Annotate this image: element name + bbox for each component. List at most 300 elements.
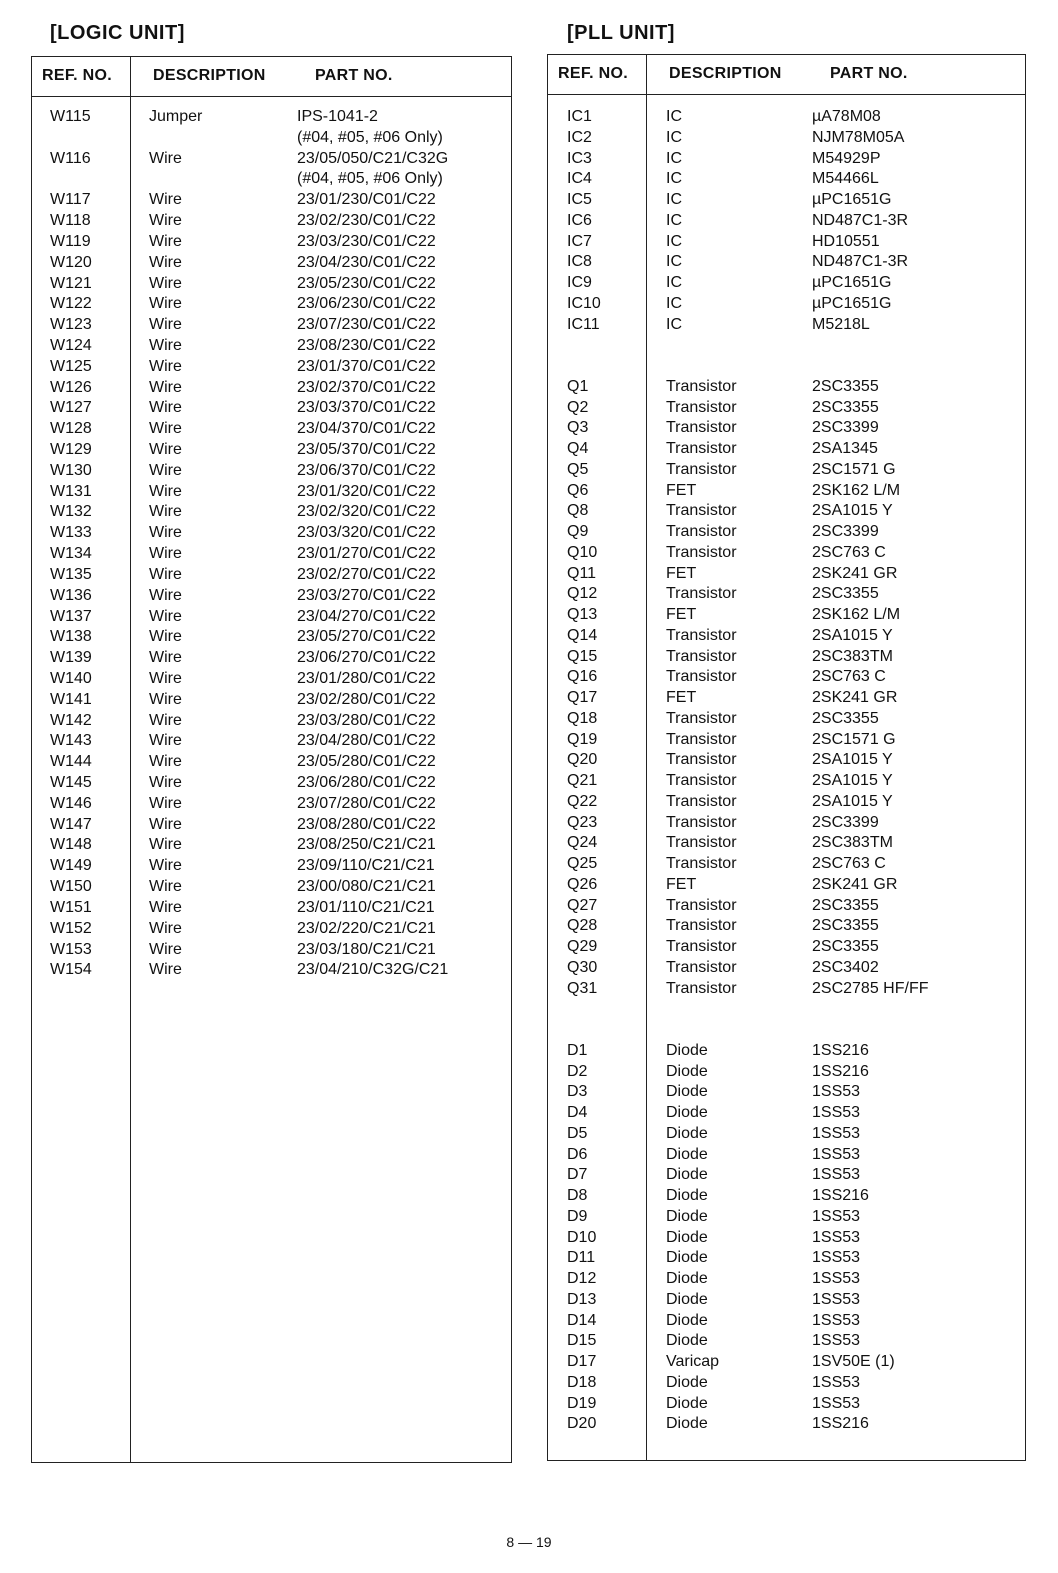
pll-table-row — [548, 688, 1025, 709]
logic-cell-part: 23/01/280/C01/C22 — [297, 669, 436, 687]
pll-cell-desc: IC — [666, 211, 682, 229]
logic-table-row — [32, 960, 511, 981]
pll-table-row — [548, 1352, 1025, 1373]
logic-cell-desc: Wire — [149, 940, 182, 958]
pll-cell-ref: IC9 — [567, 274, 592, 291]
pll-cell-ref: Q8 — [567, 502, 589, 520]
logic-cell-desc: Wire — [149, 919, 182, 937]
pll-header-ref: REF. NO. — [558, 65, 628, 82]
logic-table-row — [32, 940, 511, 961]
logic-table-row — [32, 107, 511, 128]
logic-table-row — [32, 898, 511, 919]
logic-cell-desc: Wire — [149, 461, 182, 479]
pll-cell-ref: D11 — [567, 1249, 596, 1267]
pll-cell-ref: Q23 — [567, 813, 598, 831]
pll-cell-part: 2SC3355 — [812, 398, 879, 416]
pll-cell-desc: IC — [666, 232, 682, 250]
logic-cell-part: 23/05/230/C01/C22 — [297, 274, 436, 292]
logic-cell-ref: W128 — [50, 420, 92, 438]
logic-cell-ref: W120 — [50, 253, 92, 271]
logic-cell-ref: W153 — [50, 940, 92, 958]
pll-table-row — [548, 1394, 1025, 1415]
logic-table-row — [32, 544, 511, 565]
pll-unit-table — [547, 54, 1026, 1461]
pll-cell-ref: Q19 — [567, 730, 598, 748]
pll-cell-desc: FET — [666, 606, 697, 623]
pll-cell-part: 2SC383TM — [812, 647, 893, 665]
pll-cell-part: 2SC3355 — [812, 709, 879, 727]
logic-cell-part: 23/03/280/C01/C22 — [297, 711, 436, 729]
pll-cell-ref: Q26 — [567, 875, 598, 893]
logic-table-row — [32, 627, 511, 648]
pll-cell-desc: Diode — [666, 1104, 708, 1121]
pll-table-row — [548, 1228, 1025, 1249]
pll-cell-ref: Q21 — [567, 772, 598, 789]
pll-table-header — [548, 55, 1025, 95]
logic-cell-desc: Wire — [149, 357, 182, 375]
pll-table-row — [548, 439, 1025, 460]
logic-cell-part: 23/06/270/C01/C22 — [297, 649, 436, 667]
logic-cell-ref: W152 — [50, 919, 92, 937]
pll-table-row — [548, 1062, 1025, 1083]
pll-cell-part: µA78M08 — [812, 108, 881, 125]
logic-cell-ref: W121 — [50, 274, 92, 292]
pll-cell-desc: Diode — [666, 1207, 708, 1225]
pll-cell-desc: Diode — [666, 1290, 708, 1308]
pll-cell-ref: D13 — [567, 1290, 597, 1308]
pll-cell-desc: IC — [666, 128, 682, 146]
logic-cell-desc: Wire — [149, 524, 182, 542]
logic-rows — [32, 107, 511, 981]
pll-cell-part: µPC1651G — [812, 274, 892, 291]
pll-cell-ref: Q5 — [567, 460, 589, 478]
pll-table-row — [548, 1082, 1025, 1103]
logic-cell-desc: Wire — [149, 878, 182, 896]
pll-cell-desc: Transistor — [666, 813, 737, 831]
pll-cell-desc: Transistor — [666, 668, 737, 686]
pll-table-row — [548, 833, 1025, 854]
logic-cell-part: 23/06/280/C01/C22 — [297, 774, 436, 791]
pll-cell-part: 2SA1345 — [812, 440, 878, 457]
logic-cell-desc: Wire — [149, 191, 182, 209]
pll-table-row — [548, 979, 1025, 1000]
logic-cell-desc: Wire — [149, 295, 182, 313]
pll-table-row — [548, 667, 1025, 688]
pll-cell-desc: Diode — [666, 1124, 708, 1142]
logic-unit-table — [31, 56, 512, 1463]
pll-cell-ref: D8 — [567, 1187, 588, 1204]
pll-table-row — [548, 1373, 1025, 1394]
logic-cell-ref: W115 — [50, 108, 91, 125]
pll-cell-ref: D6 — [567, 1145, 588, 1163]
logic-table-row — [32, 294, 511, 315]
pll-cell-part: ND487C1-3R — [812, 211, 909, 229]
logic-cell-ref: W136 — [50, 586, 92, 604]
logic-table-row — [32, 815, 511, 836]
pll-cell-part: 2SC2785 HF/FF — [812, 979, 929, 997]
logic-cell-ref: W122 — [50, 295, 92, 313]
pll-table-row — [548, 232, 1025, 253]
pll-cell-part: 2SC763 C — [812, 668, 886, 686]
pll-table-row — [548, 1331, 1025, 1352]
logic-table-row — [32, 565, 511, 586]
pll-cell-desc: FET — [666, 481, 697, 499]
logic-table-row — [32, 502, 511, 523]
pll-cell-desc: Transistor — [666, 855, 737, 872]
logic-cell-desc: Wire — [149, 711, 182, 729]
logic-table-row — [32, 773, 511, 794]
logic-header-ref: REF. NO. — [42, 67, 112, 84]
logic-cell-ref: W117 — [50, 191, 91, 209]
logic-cell-part: 23/03/320/C01/C22 — [297, 524, 436, 542]
logic-cell-ref: W145 — [50, 774, 92, 791]
pll-table-row — [548, 709, 1025, 730]
logic-header-desc: DESCRIPTION — [153, 67, 266, 84]
pll-cell-part: 1SS53 — [812, 1145, 861, 1163]
logic-cell-part: 23/02/370/C01/C22 — [297, 378, 436, 396]
pll-cell-part: 1SS53 — [812, 1083, 861, 1101]
logic-cell-desc: Wire — [149, 898, 182, 916]
logic-cell-desc: Wire — [149, 753, 182, 771]
pll-cell-ref: Q22 — [567, 792, 598, 810]
pll-cell-part: 1SS53 — [812, 1166, 861, 1184]
logic-cell-desc: Wire — [149, 545, 182, 563]
logic-cell-desc: Wire — [149, 836, 182, 854]
logic-cell-ref: W116 — [50, 149, 91, 167]
pll-cell-ref: IC4 — [567, 170, 592, 188]
pll-cell-ref: D20 — [567, 1415, 597, 1433]
pll-table-row — [548, 522, 1025, 543]
pll-cell-ref: D19 — [567, 1394, 597, 1412]
pll-table-row — [548, 1165, 1025, 1186]
logic-cell-part: 23/09/110/C21/C21 — [297, 857, 435, 875]
pll-cell-desc: Transistor — [666, 440, 737, 457]
logic-cell-desc: Wire — [149, 649, 182, 667]
pll-table-row — [548, 750, 1025, 771]
logic-cell-desc: Wire — [149, 607, 182, 625]
pll-cell-desc: Transistor — [666, 772, 737, 789]
pll-cell-desc: Transistor — [666, 917, 737, 935]
pll-table-row — [548, 647, 1025, 668]
pll-cell-part: 2SC3402 — [812, 958, 879, 976]
pll-cell-ref: IC3 — [567, 149, 592, 167]
logic-table-row — [32, 419, 511, 440]
logic-table-row — [32, 607, 511, 628]
logic-cell-part: 23/02/320/C01/C22 — [297, 503, 436, 521]
pll-cell-ref: Q10 — [567, 543, 598, 561]
pll-cell-part: 2SA1015 Y — [812, 626, 893, 644]
pll-table-row — [548, 398, 1025, 419]
logic-table-row — [32, 731, 511, 752]
pll-cell-desc: Transistor — [666, 585, 737, 603]
pll-cell-ref: D3 — [567, 1083, 588, 1101]
pll-cell-ref: IC1 — [567, 108, 592, 125]
pll-cell-desc: Transistor — [666, 419, 737, 437]
pll-table-row — [548, 1269, 1025, 1290]
pll-cell-desc: Diode — [666, 1166, 708, 1184]
pll-cell-part: 1SS53 — [812, 1207, 861, 1225]
logic-cell-part: 23/08/230/C01/C22 — [297, 336, 436, 354]
pll-cell-desc: Transistor — [666, 626, 737, 644]
pll-table-row — [548, 190, 1025, 211]
pll-cell-desc: Varicap — [666, 1353, 720, 1370]
pll-table-row — [548, 875, 1025, 896]
logic-cell-ref: W144 — [50, 753, 92, 771]
logic-cell-ref: W149 — [50, 857, 92, 875]
logic-cell-desc: Wire — [149, 857, 182, 875]
pll-table-row — [548, 999, 1025, 1020]
logic-cell-part: 23/02/280/C01/C22 — [297, 690, 436, 708]
logic-cell-part: 23/01/270/C01/C22 — [297, 545, 436, 563]
logic-cell-desc: Wire — [149, 669, 182, 687]
logic-cell-desc: Wire — [149, 253, 182, 271]
pll-cell-ref: D7 — [567, 1166, 588, 1184]
pll-cell-ref: Q29 — [567, 938, 598, 955]
pll-cell-part: 1SS53 — [812, 1332, 861, 1350]
pll-cell-part: 1SS53 — [812, 1104, 861, 1121]
logic-cell-ref: W132 — [50, 503, 92, 521]
pll-cell-part: 1SV50E (1) — [812, 1353, 895, 1370]
logic-cell-part: 23/03/230/C01/C22 — [297, 232, 436, 250]
pll-table-row — [548, 128, 1025, 149]
logic-table-row — [32, 461, 511, 482]
pll-cell-ref: Q18 — [567, 709, 598, 727]
pll-cell-desc: IC — [666, 108, 682, 125]
pll-cell-desc: Transistor — [666, 398, 737, 416]
logic-cell-ref: W123 — [50, 316, 92, 334]
pll-cell-ref: Q2 — [567, 398, 589, 416]
logic-cell-part: 23/01/110/C21/C21 — [297, 898, 435, 916]
pll-cell-desc: IC — [666, 294, 682, 312]
logic-table-row — [32, 919, 511, 940]
pll-cell-desc: Transistor — [666, 647, 737, 665]
pll-cell-ref: Q25 — [567, 855, 598, 872]
pll-cell-part: 2SK241 GR — [812, 875, 898, 893]
logic-cell-ref: W148 — [50, 836, 92, 854]
logic-table-row — [32, 752, 511, 773]
pll-table-row — [548, 771, 1025, 792]
pll-cell-part: 2SK162 L/M — [812, 481, 901, 499]
logic-cell-part: 23/04/210/C32G/C21 — [297, 961, 449, 979]
pll-cell-desc: Transistor — [666, 834, 737, 852]
pll-cell-part: 1SS53 — [812, 1373, 861, 1391]
pll-table-row — [548, 1041, 1025, 1062]
logic-cell-desc: Wire — [149, 690, 182, 708]
logic-cell-ref: W135 — [50, 565, 92, 583]
pll-cell-ref: IC6 — [567, 211, 592, 229]
pll-cell-desc: Diode — [666, 1249, 708, 1267]
pll-cell-ref: Q14 — [567, 626, 598, 644]
pll-cell-desc: IC — [666, 149, 682, 167]
pll-cell-part: ND487C1-3R — [812, 253, 909, 271]
page-number: 8 — 19 — [506, 1534, 552, 1550]
pll-cell-part: 1SS216 — [812, 1415, 869, 1433]
pll-cell-part: 1SS53 — [812, 1394, 861, 1412]
pll-cell-part: 2SC3355 — [812, 585, 879, 603]
logic-cell-ref: W137 — [50, 607, 92, 625]
pll-cell-ref: Q20 — [567, 751, 598, 769]
logic-cell-desc: Wire — [149, 232, 182, 250]
pll-table-row — [548, 1207, 1025, 1228]
logic-cell-part: 23/05/370/C01/C22 — [297, 441, 436, 458]
logic-cell-desc: Wire — [149, 815, 182, 833]
logic-cell-ref: W150 — [50, 878, 92, 896]
pll-cell-part: 1SS216 — [812, 1062, 869, 1080]
pll-cell-ref: Q6 — [567, 481, 589, 499]
pll-cell-ref: Q4 — [567, 440, 589, 457]
pll-table-row — [548, 1290, 1025, 1311]
pll-header-part: PART NO. — [830, 65, 908, 82]
pll-cell-ref: IC11 — [567, 315, 600, 333]
logic-table-row — [32, 523, 511, 544]
pll-table-row — [548, 1020, 1025, 1041]
logic-cell-desc: Wire — [149, 378, 182, 396]
pll-table-row — [548, 377, 1025, 398]
logic-cell-part: 23/00/080/C21/C21 — [297, 878, 436, 896]
pll-cell-part: M54466L — [812, 170, 879, 188]
logic-cell-desc: Wire — [149, 399, 182, 417]
pll-cell-desc: Diode — [666, 1332, 708, 1350]
logic-cell-desc: Wire — [149, 732, 182, 750]
pll-cell-part: M5218L — [812, 315, 870, 333]
logic-cell-desc: Wire — [149, 212, 182, 230]
pll-cell-desc: IC — [666, 170, 682, 188]
pll-cell-part: 1SS216 — [812, 1187, 869, 1204]
pll-cell-desc: Diode — [666, 1415, 708, 1433]
pll-cell-ref: D2 — [567, 1062, 588, 1080]
logic-cell-ref: W125 — [50, 357, 92, 375]
pll-cell-part: 2SC3399 — [812, 523, 879, 540]
logic-cell-ref: W119 — [50, 232, 91, 250]
pll-cell-part: 2SA1015 Y — [812, 772, 893, 789]
logic-table-row — [32, 794, 511, 815]
pll-table-row — [548, 543, 1025, 564]
logic-table-row — [32, 835, 511, 856]
pll-table-row — [548, 149, 1025, 170]
pll-cell-desc: Diode — [666, 1394, 708, 1412]
pll-header-desc: DESCRIPTION — [669, 65, 782, 82]
logic-cell-part: 23/01/230/C01/C22 — [297, 191, 436, 209]
pll-cell-desc: Transistor — [666, 938, 737, 955]
pll-table-row — [548, 958, 1025, 979]
pll-cell-ref: Q13 — [567, 606, 598, 623]
pll-cell-desc: Transistor — [666, 709, 737, 727]
pll-cell-desc: Transistor — [666, 460, 737, 478]
logic-table-row — [32, 440, 511, 461]
pll-table-row — [548, 792, 1025, 813]
logic-cell-desc: Wire — [149, 628, 182, 646]
pll-cell-part: 1SS53 — [812, 1249, 861, 1267]
pll-table-row — [548, 460, 1025, 481]
logic-table-row — [32, 128, 511, 149]
pll-cell-ref: Q27 — [567, 896, 598, 914]
pll-cell-ref: Q11 — [567, 564, 597, 582]
logic-cell-ref: W146 — [50, 794, 92, 812]
logic-cell-desc: Wire — [149, 586, 182, 604]
logic-table-row — [32, 211, 511, 232]
pll-cell-desc: Diode — [666, 1041, 708, 1059]
pll-table-row — [548, 356, 1025, 377]
logic-cell-part: 23/07/230/C01/C22 — [297, 316, 436, 334]
logic-cell-ref: W127 — [50, 399, 92, 417]
pll-cell-part: 2SA1015 Y — [812, 792, 893, 810]
logic-table-row — [32, 315, 511, 336]
logic-table-row — [32, 398, 511, 419]
pll-cell-desc: Transistor — [666, 792, 737, 810]
pll-cell-desc: Diode — [666, 1373, 708, 1391]
pll-cell-part: 2SC383TM — [812, 834, 893, 852]
logic-table-row — [32, 253, 511, 274]
pll-cell-desc: Diode — [666, 1187, 708, 1204]
logic-cell-ref: W139 — [50, 649, 92, 667]
pll-cell-part: 1SS216 — [812, 1041, 869, 1059]
pll-cell-ref: D17 — [567, 1353, 597, 1370]
pll-cell-ref: D5 — [567, 1124, 588, 1142]
pll-table-row — [548, 169, 1025, 190]
pll-table-row — [548, 1311, 1025, 1332]
pll-cell-part: 1SS53 — [812, 1124, 861, 1142]
logic-cell-desc: Wire — [149, 482, 182, 500]
pll-cell-part: 1SS53 — [812, 1311, 861, 1329]
pll-table-row — [548, 1103, 1025, 1124]
pll-table-row — [548, 916, 1025, 937]
logic-cell-part: 23/08/250/C21/C21 — [297, 836, 436, 854]
pll-cell-part: 2SK241 GR — [812, 689, 898, 706]
pll-table-row — [548, 1414, 1025, 1435]
logic-cell-ref: W131 — [50, 482, 92, 500]
pll-cell-desc: Diode — [666, 1228, 708, 1246]
pll-table-row — [548, 1248, 1025, 1269]
pll-table-row — [548, 418, 1025, 439]
logic-cell-part: 23/05/050/C21/C32G — [297, 149, 449, 167]
pll-cell-desc: FET — [666, 564, 697, 582]
pll-cell-part: NJM78M05A — [812, 128, 905, 146]
pll-cell-desc: Diode — [666, 1145, 708, 1163]
pll-table-row — [548, 252, 1025, 273]
pll-cell-part: 2SK241 GR — [812, 564, 898, 582]
pll-cell-ref: Q1 — [567, 377, 589, 395]
pll-cell-part: 2SA1015 Y — [812, 502, 893, 520]
pll-rows — [548, 107, 1025, 1435]
logic-cell-desc: Wire — [149, 503, 182, 521]
logic-cell-part: 23/07/280/C01/C22 — [297, 794, 436, 812]
logic-cell-part: 23/03/180/C21/C21 — [297, 940, 436, 958]
pll-cell-part: 2SC1571 G — [812, 460, 896, 478]
pll-table-row — [548, 1124, 1025, 1145]
pll-cell-ref: Q24 — [567, 834, 598, 852]
pll-table-row — [548, 1186, 1025, 1207]
logic-cell-ref: W133 — [50, 524, 92, 542]
pll-table-row — [548, 605, 1025, 626]
pll-cell-desc: Transistor — [666, 543, 737, 561]
pll-cell-desc: IC — [666, 191, 682, 208]
pll-table-row — [548, 335, 1025, 356]
pll-cell-desc: IC — [666, 253, 682, 271]
pll-cell-ref: Q28 — [567, 917, 598, 935]
logic-cell-ref: W118 — [50, 212, 91, 230]
pll-cell-part: 2SC3355 — [812, 896, 879, 914]
logic-cell-part: 23/06/230/C01/C22 — [297, 295, 436, 313]
pll-cell-ref: Q3 — [567, 419, 589, 437]
pll-cell-ref: Q17 — [567, 689, 598, 706]
pll-cell-part: 1SS53 — [812, 1270, 861, 1287]
logic-cell-part: 23/02/270/C01/C22 — [297, 565, 436, 583]
logic-table-row — [32, 149, 511, 170]
logic-table-row — [32, 586, 511, 607]
pll-table-row — [548, 626, 1025, 647]
logic-cell-ref: W124 — [50, 336, 92, 354]
logic-cell-part: 23/03/270/C01/C22 — [297, 586, 436, 604]
